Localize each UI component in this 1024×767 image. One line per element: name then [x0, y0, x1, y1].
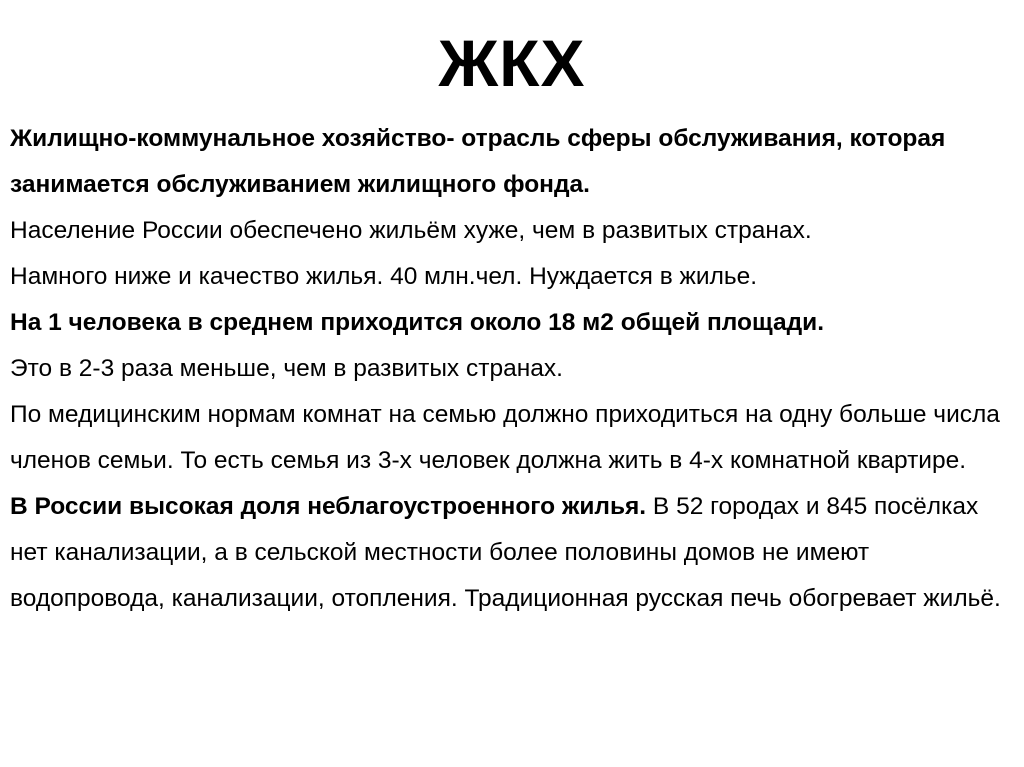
paragraph-text: В 52 городах и 845 посёлках нет канализации, а в сельской местности более половины домов не имеют водопровода, канализации, отопления. Традиционная русская печь обогревает жильё. — [10, 493, 1001, 612]
paragraph-definition — [10, 116, 1014, 208]
paragraph-text: Намного ниже и качество жилья. 40 млн.чел. Нуждается в жилье. — [10, 263, 758, 290]
paragraph-medical-norms — [10, 392, 1014, 484]
paragraph-text: Население России обеспечено жильём хуже, чем в развитых странах. — [10, 217, 812, 244]
paragraph-bold-text: Жилищно-коммунальное хозяйство- отрасль сферы обслуживания, которая занимается обслуживанием жилищного фонда. — [10, 125, 946, 198]
paragraph-text: Это в 2-3 раза меньше, чем в развитых странах. — [10, 355, 563, 382]
slide-title: ЖКХ — [438, 26, 586, 100]
paragraph-housing-provision — [10, 208, 1014, 254]
paragraph-bold-text: На 1 человека в среднем приходится около 18 м2 общей площади. — [10, 309, 825, 336]
paragraph-unimproved-housing — [10, 484, 1014, 622]
paragraph-bold-text: В России высокая доля неблагоустроенного жилья. — [10, 493, 647, 520]
slide-body — [10, 116, 1014, 622]
paragraph-area-per-person — [10, 300, 1014, 346]
paragraph-comparison — [10, 346, 1014, 392]
paragraph-text: По медицинским нормам комнат на семью должно приходиться на одну больше числа членов семьи. То есть семья из 3-х человек должна жить в 4-х комнатной квартире. — [10, 401, 1000, 474]
paragraph-housing-quality — [10, 254, 1014, 300]
